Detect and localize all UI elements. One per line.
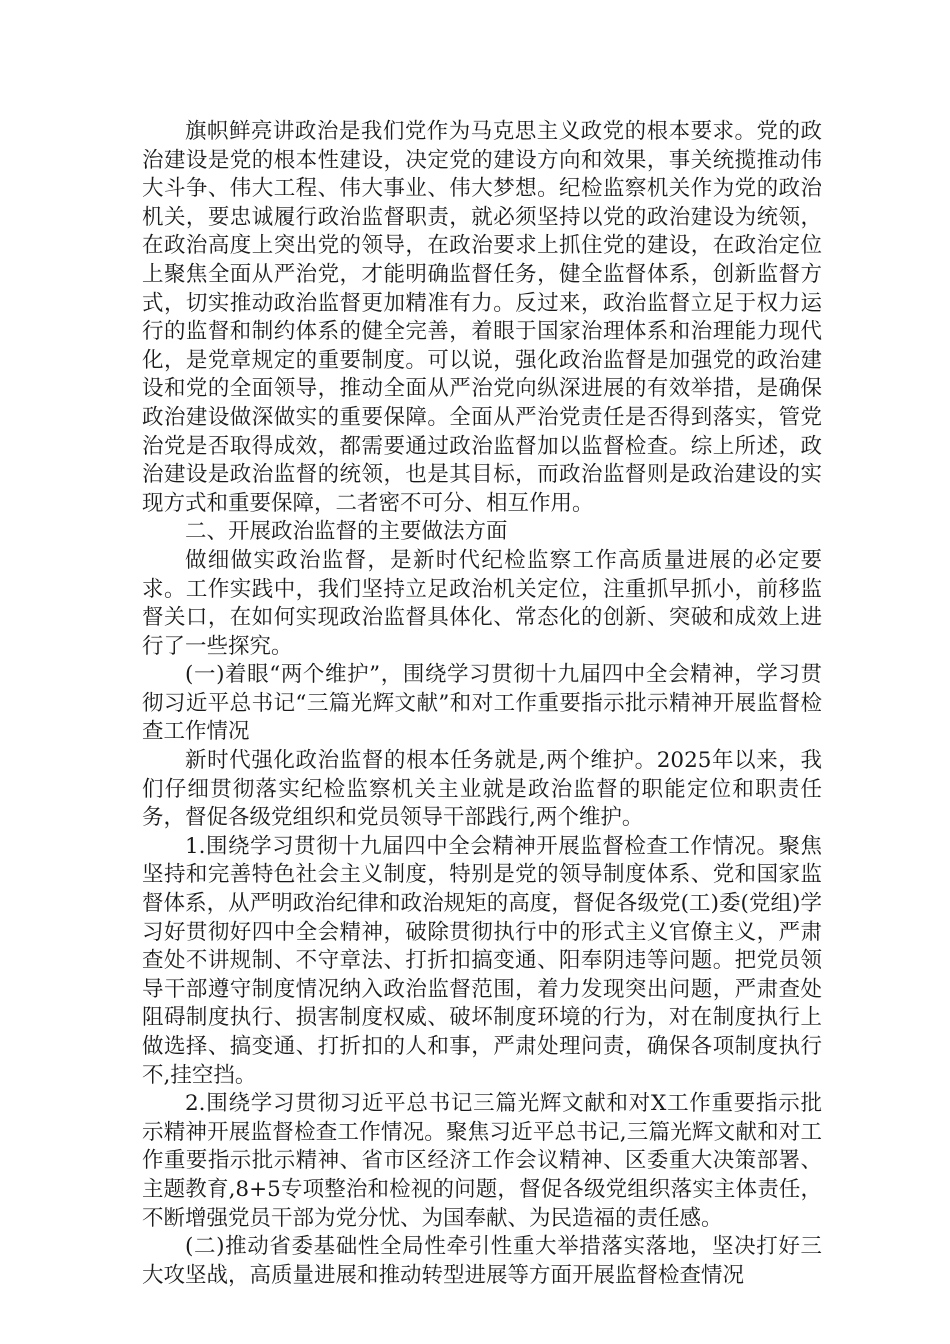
- subheading-2: (二)推动省委基础性全局性牵引性重大举措落实落地，坚决打好三大攻坚战，高质量进展和推动转型进展等方面开展监督检查情况: [142, 1234, 822, 1288]
- section-heading-2: 二、开展政治监督的主要做法方面: [185, 519, 508, 545]
- paragraph-two-maintenances: 新时代强化政治监督的根本任务就是,两个维护。2025年以来，我们仔细贯彻落实纪检监察机关主业就是政治监督的职能定位和职责任务，督促各级党组织和党员领导干部践行,两个维护。: [142, 748, 822, 831]
- subheading-1: (一)着眼“两个维护”，围绕学习贯彻十九届四中全会精神，学习贯彻习近平总书记“三篇光辉文献”和对工作重要指示批示精神开展监督检查工作情况: [142, 662, 822, 745]
- paragraph-item-2: 2.围绕学习贯彻习近平总书记三篇光辉文献和对X工作重要指示批示精神开展监督检查工作情况。聚焦习近平总书记,三篇光辉文献和对工作重要指示批示精神、省市区经济工作会议精神、区委重大决策部署、主题教育,8+5专项整治和检视的问题，督促各级党组织落实主体责任，不断增强党员干部为党分忧、为国奉献、为民造福的责任感。: [142, 1091, 822, 1231]
- document-page: [142, 118, 822, 1290]
- paragraph-political-supervision-intro: 旗帜鲜亮讲政治是我们党作为马克思主义政党的根本要求。党的政治建设是党的根本性建设，决定党的建设方向和效果，事关统揽推动伟大斗争、伟大工程、伟大事业、伟大梦想。纪检监察机关作为党的政治机关，要忠诚履行政治监督职责，就必须坚持以党的政治建设为统领，在政治高度上突出党的领导，在政治要求上抓住党的建设，在政治定位上聚焦全面从严治党，才能明确监督任务，健全监督体系，创新监督方式，切实推动政治监督更加精准有力。反过来，政治监督立足于权力运行的监督和制约体系的健全完善，着眼于国家治理体系和治理能力现代化，是党章规定的重要制度。可以说，强化政治监督是加强党的政治建设和党的全面领导，推动全面从严治党向纵深进展的有效举措，是确保政治建设做深做实的重要保障。全面从严治党责任是否得到落实，管党治党是否取得成效，都需要通过政治监督加以监督检查。综上所述，政治建设是政治监督的统领，也是其目标，而政治监督则是政治建设的实现方式和重要保障，二者密不可分、相互作用。: [142, 119, 822, 516]
- paragraph-item-1: 1.围绕学习贯彻十九届四中全会精神开展监督检查工作情况。聚焦坚持和完善特色社会主义制度，特别是党的领导制度体系、党和国家监督体系，从严明政治纪律和政治规矩的高度，督促各级党(工)委(党组)学习好贯彻好四中全会精神，破除贯彻执行中的形式主义官僚主义，严肃查处不讲规制、不守章法、打折扣搞变通、阳奉阴违等问题。把党员领导干部遵守制度情况纳入政治监督范围，着力发现突出问题，严肃查处阻碍制度执行、损害制度权威、破坏制度环境的行为，对在制度执行上做选择、搞变通、打折扣的人和事，严肃处理问责，确保各项制度执行不,挂空挡。: [142, 833, 822, 1088]
- paragraph-section-2-intro: 做细做实政治监督，是新时代纪检监察工作高质量进展的必定要求。工作实践中，我们坚持立足政治机关定位，注重抓早抓小，前移监督关口，在如何实现政治监督具体化、常态化的创新、突破和成效上进行了一些探究。: [142, 547, 822, 659]
